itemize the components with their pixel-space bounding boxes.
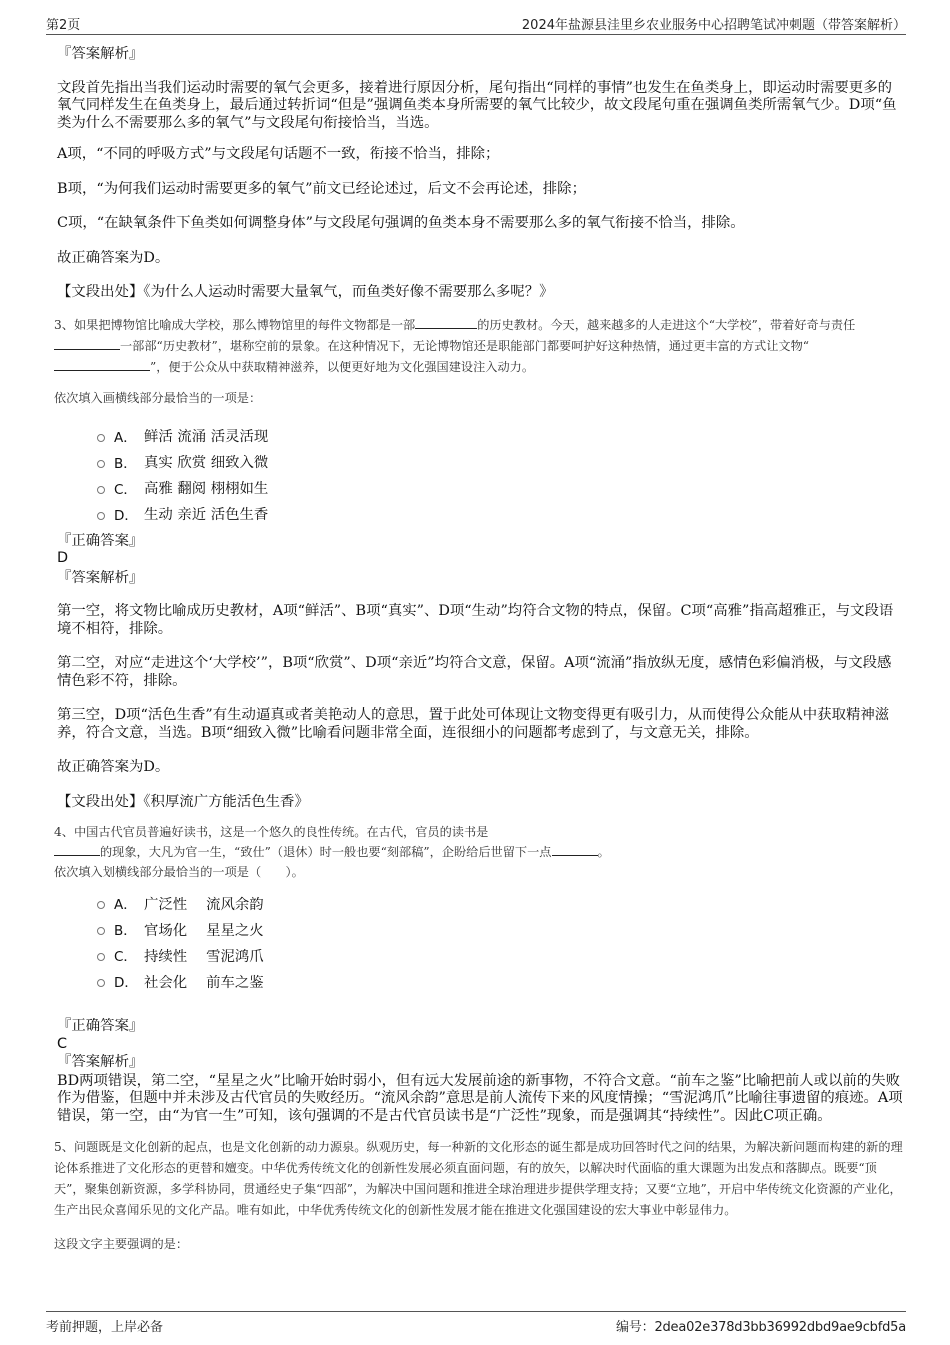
q5-stem: 5、问题既是文化创新的起点，也是文化创新的动力源泉。纵观历史，每一种新的文化形态的诞生都是成功回答时代之问的结果，为解决新问题而构建的新的理论体系推进了文化形态的更替和嬗变。中华优秀传统文化的创新性发展必须直面问题，有的放矢，以解决时代面临的重大课题为出发点和落脚点。既要“顶天”，聚集创新资源，多学科协同，贯通经史子集“四部”，为解决中国问题和推进全球治理进步提供学理支持；又要“立地”，开启中华传统文化资源的产业化，生产出民众喜闻乐见的文化产品。唯有如此，中华优秀传统文化的创新性发展才能在推进文化强国建设的宏大事业中彰显伟力。 bbox=[54, 1140, 903, 1217]
q4-option-a[interactable]: A． 广泛性 流风余韵 bbox=[97, 890, 904, 916]
page-content bbox=[54, 44, 904, 1255]
q3-option-b[interactable]: B． 真实 欣赏 细致入微 bbox=[97, 449, 904, 475]
q3-analysis-title: 『答案解析』 bbox=[57, 569, 144, 586]
q2-analysis-option-c: C项，“在缺氧条件下鱼类如何调整身体”与文段尾句强调的鱼类本身不需要那么多的氧气衔接不恰当，排除。 bbox=[57, 215, 745, 231]
radio-button-icon[interactable] bbox=[97, 953, 105, 961]
q2-analysis-paragraph: 文段首先指出当我们运动时需要的氧气会更多，接着进行原因分析，尾句指出“同样的事情”也发生在鱼类身上，即运动时需要更多的氧气同样发生在鱼类身上，最后通过转折词“但是”强调鱼类本身所需要的氧气比较少，故文段尾句重在强调鱼类所需氧气少。D项“鱼类为什么不需要那么多的氧气”与文段尾句衔接恰当，当选。 bbox=[57, 79, 897, 131]
q3-analysis-3: 第三空，D项“活色生香”有生动逼真或者美艳动人的意思，置于此处可体现让文物变得更有吸引力，从而使得公众能从中获取精神滋养，符合文意，当选。B项“细致入微”比喻看问题非常全面，连很细小的问题都考虑到了，与文意无关，排除。 bbox=[57, 707, 890, 741]
radio-button-icon[interactable] bbox=[97, 460, 105, 468]
document-code: 编号：2dea02e378d3bb36992dbd9ae9cbfd5a bbox=[616, 1320, 906, 1335]
q3-option-a[interactable]: A． 鲜活 流涌 活灵活现 bbox=[97, 423, 904, 449]
q4-blank-1 bbox=[54, 842, 100, 856]
radio-button-icon[interactable] bbox=[97, 512, 105, 520]
q3-source: 【文段出处】《积厚流广方能活色生香》 bbox=[57, 793, 309, 810]
q2-conclusion: 故正确答案为D。 bbox=[57, 249, 170, 266]
q4-analysis: BD两项错误，第二空，“星星之火”比喻开始时弱小，但有远大发展前途的新事物，不符合文意。“前车之鉴”比喻把前人或以前的失败作为借鉴，但题中并未涉及古代官员的失败经历。“流风余韵”意思是前人流传下来的风度情操；“雪泥鸿爪”比喻往事遗留的痕迹。A项错误，第一空，由“为官一生”可知，该句强调的不是古代官员读书是“广泛性”现象，而是强调其“持续性”。因此C项正确。 bbox=[57, 1072, 903, 1124]
q3-analysis-1: 第一空，将文物比喻成历史教材，A项“鲜活”、B项“真实”、D项“生动”均符合文物的特点，保留。C项“高雅”指高超雅正，与文段语境不相符，排除。 bbox=[57, 603, 894, 637]
q3-blank-1 bbox=[415, 315, 477, 329]
q2-source: 【文段出处】《为什么人运动时需要大量氧气，而鱼类好像不需要那么多呢？》 bbox=[57, 284, 554, 300]
radio-button-icon[interactable] bbox=[97, 927, 105, 935]
q4-option-d[interactable]: D． 社会化 前车之鉴 bbox=[97, 968, 904, 994]
q3-option-c[interactable]: C． 高雅 翻阅 栩栩如生 bbox=[97, 475, 904, 501]
q3-blank-2 bbox=[54, 336, 120, 350]
q4-blank-2 bbox=[552, 842, 598, 856]
q3-blank-3 bbox=[54, 357, 150, 371]
document-title: 2024年盐源县洼里乡农业服务中心招聘笔试冲刺题（带答案解析） bbox=[521, 18, 906, 33]
q4-option-b[interactable]: B． 官场化 星星之火 bbox=[97, 916, 904, 942]
q2-analysis-option-b: B项，“为何我们运动时需要更多的氧气”前文已经论述过，后文不会再论述，排除； bbox=[57, 180, 586, 197]
q3-conclusion: 故正确答案为D。 bbox=[57, 759, 170, 775]
q5-prompt: 这段文字主要强调的是： bbox=[54, 1237, 189, 1251]
q4-analysis-title: 『答案解析』 bbox=[57, 1054, 144, 1070]
page-header bbox=[46, 12, 906, 35]
q3-answer-title: 『正确答案』 bbox=[57, 532, 144, 549]
q3-options bbox=[57, 423, 904, 527]
q3-answer: D bbox=[57, 550, 69, 566]
q2-analysis-option-a: A项，“不同的呼吸方式”与文段尾句话题不一致，衔接不恰当，排除； bbox=[57, 146, 500, 162]
page-footer bbox=[46, 1311, 906, 1336]
q2-analysis-title: 『答案解析』 bbox=[57, 46, 144, 62]
q3-analysis-2: 第二空，对应“走进这个‘大学校’”，B项“欣赏”、D项“亲近”均符合文意，保留。A项“流涌”指放纵无度，感情色彩偏消极，与文段感情色彩不符，排除。 bbox=[57, 655, 892, 689]
radio-button-icon[interactable] bbox=[97, 901, 105, 909]
footer-slogan: 考前押题，上岸必备 bbox=[46, 1320, 164, 1335]
q4-stem: 4、中国古代官员普遍好读书，这是一个悠久的良性传统。在古代，官员的读书是 的现象，大凡为官一生，“致仕”（退休）时一般也要“刻部稿”，企盼给后世留下一点 。 依次填入划横线部分最恰当的一项是（ ）。 bbox=[54, 825, 610, 879]
radio-button-icon[interactable] bbox=[97, 434, 105, 442]
page-number: 第2页 bbox=[46, 18, 81, 33]
radio-button-icon[interactable] bbox=[97, 486, 105, 494]
q4-answer-title: 『正确答案』 bbox=[57, 1018, 144, 1034]
q3-prompt: 依次填入画横线部分最恰当的一项是： bbox=[54, 390, 262, 405]
q4-options bbox=[57, 890, 904, 994]
radio-button-icon[interactable] bbox=[97, 979, 105, 987]
q4-answer: C bbox=[57, 1035, 68, 1052]
q4-option-c[interactable]: C． 持续性 雪泥鸿爪 bbox=[97, 942, 904, 968]
q3-stem: 3、如果把博物馆比喻成大学校，那么博物馆里的每件文物都是一部 的历史教材。今天，越来越多的人走进这个“大学校”，带着好奇与责任 一部部“历史教材”，堪称空前的景象。在这种情况下，无论博物馆还是职能部门都要呵护好这种热情，通过更丰富的方式让文物“ ”，便于公众从中获取精神滋养，以便更好地为文化强国建设注入动力。 bbox=[54, 315, 904, 378]
q3-option-d[interactable]: D． 生动 亲近 活色生香 bbox=[97, 501, 904, 527]
